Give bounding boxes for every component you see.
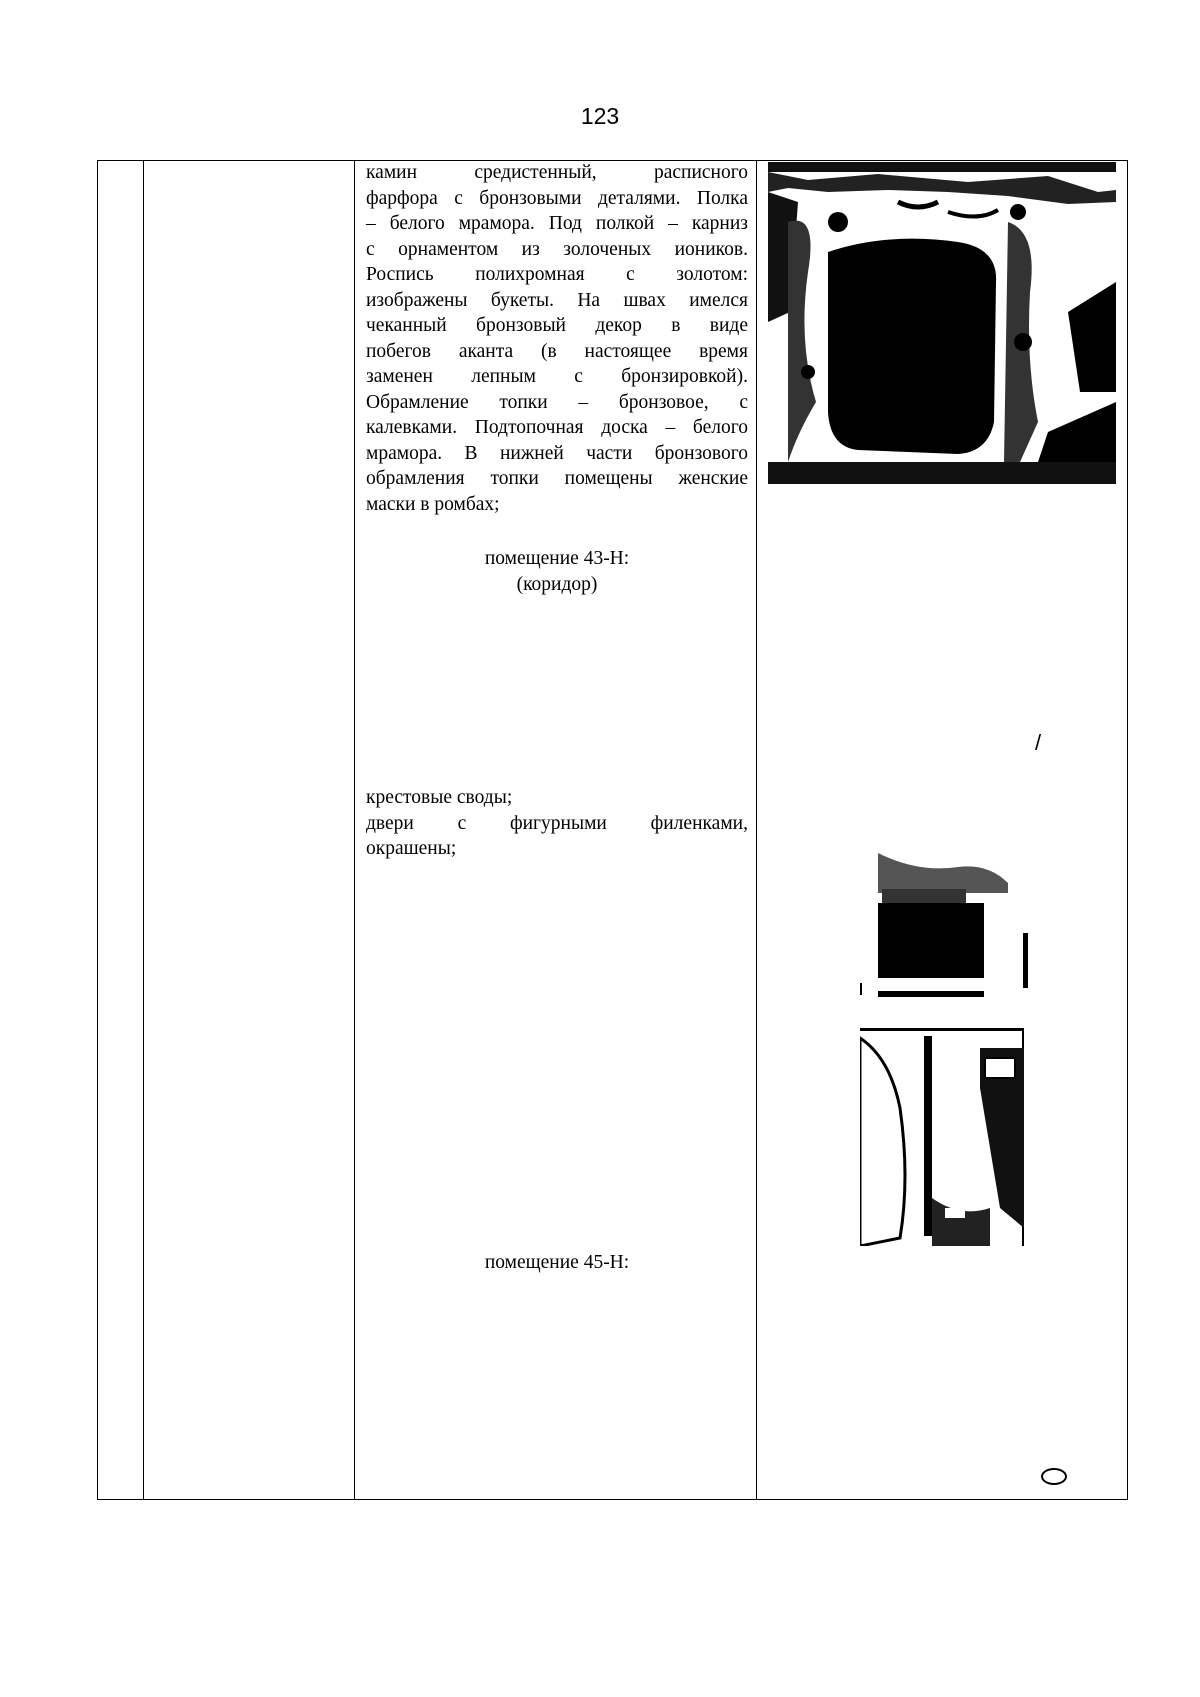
room-45-heading — [366, 1250, 748, 1276]
room-title: помещение 45-Н: — [484, 1252, 630, 1273]
text-line: – белого мрамора. Под полкой – карниз — [366, 213, 748, 234]
column-divider — [756, 161, 757, 1499]
room-43-heading — [366, 546, 748, 597]
margin-mark: / — [1035, 730, 1042, 755]
door-photo-upper — [858, 853, 1028, 1003]
text-line: с орнаментом из золоченых иоников. — [366, 238, 748, 260]
text-line: Обрамление топки – бронзовое, с — [366, 391, 748, 413]
text-line: побегов аканта (в настоящее время — [366, 340, 748, 362]
text-line: окрашены; — [366, 838, 457, 859]
column-divider — [354, 161, 355, 1499]
text-line: маски в ромбах; — [366, 493, 500, 515]
room-43-description — [366, 785, 748, 862]
fireplace-image — [768, 162, 1116, 484]
text-line: заменен лепным с бронзировкой). — [366, 366, 748, 387]
text-line: фарфора с бронзовыми деталями. Полка — [366, 187, 748, 209]
text-line: калевками. Подтопочная доска – белого — [366, 417, 748, 438]
text-line: изображены букеты. На швах имелся — [366, 289, 748, 311]
text-line: камин средистенный, расписного — [366, 162, 748, 183]
text-line: обрамления топки помещены женские — [366, 468, 748, 489]
column-divider — [143, 161, 144, 1499]
text-line: мрамора. В нижней части бронзового — [366, 442, 748, 464]
fireplace-photo — [768, 162, 1116, 484]
oval-mark — [1041, 1468, 1067, 1485]
door-photo-lower — [860, 1028, 1024, 1246]
page-number: 123 — [580, 103, 620, 129]
text-line: двери с фигурными филенками, — [366, 812, 748, 834]
text-line: Роспись полихромная с золотом: — [366, 264, 748, 285]
door-image-upper — [858, 853, 1028, 1003]
room-title: помещение 43-Н: — [484, 548, 630, 569]
door-image-lower — [860, 1028, 1024, 1246]
room-subtitle: (коридор) — [516, 573, 598, 595]
text-line: крестовые своды; — [366, 787, 513, 808]
fireplace-description — [366, 160, 748, 517]
text-line: чеканный бронзовый декор в виде — [366, 315, 748, 336]
